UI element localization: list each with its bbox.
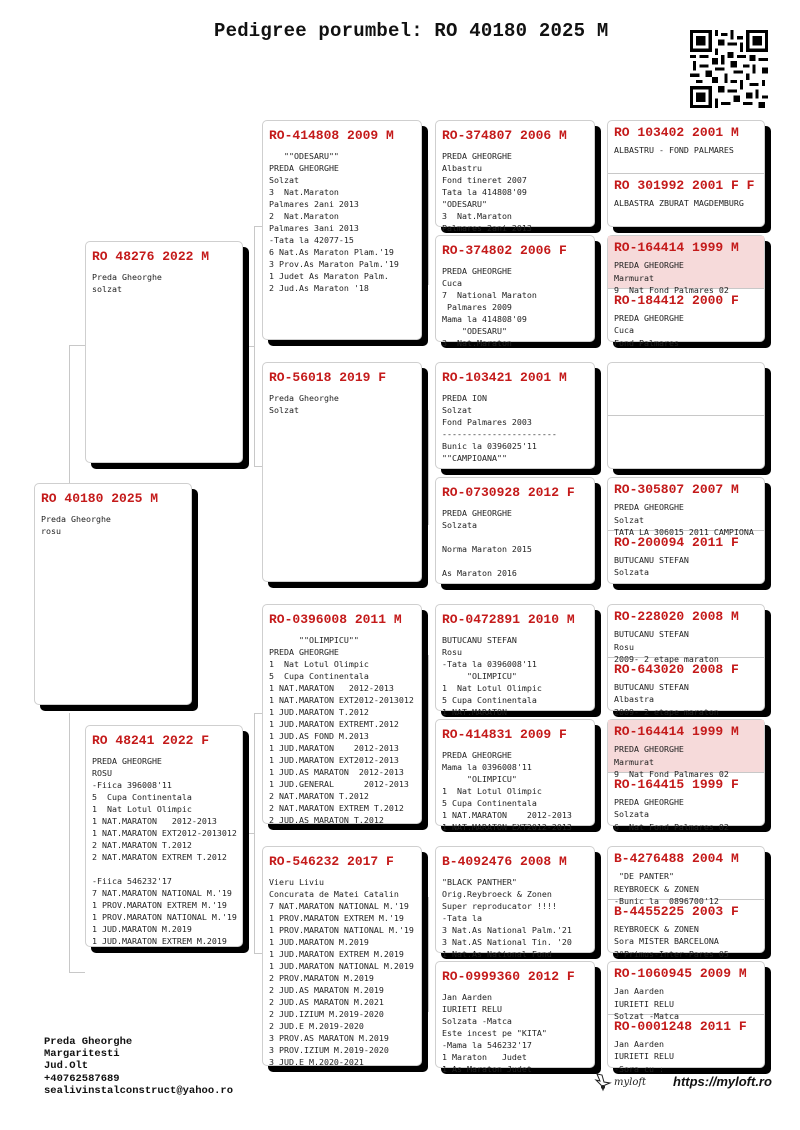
pigeon-card-gen3[interactable] [435, 846, 595, 959]
connector-line [247, 833, 255, 834]
pigeon-pair-gen4 [607, 846, 765, 959]
pigeon-card-gen2[interactable] [262, 362, 422, 582]
pigeon-card-gen4-highlighted[interactable] [608, 236, 764, 295]
pigeon-notes: PREDA GHEORGHE Mama la 0396008'11 "OLIMPICU" 1 Nat Lotul Olimpic 5 Cupa Continentala 1 NAT.MARATON 2012-2013 1 NAT.MARATON EXT2012-2013 [442, 750, 572, 832]
pigeon-card-gen4-highlighted[interactable] [608, 720, 764, 779]
logo-text: myloft [614, 1076, 647, 1088]
connector-line [69, 713, 70, 973]
pigeon-pair-gen4 [607, 719, 765, 832]
ring-number: RO 301992 2001 F F [614, 177, 755, 193]
connector-line [600, 867, 601, 927]
pigeon-notes: BUTUCANU STEFAN Rosu -Tata la 0396008'11 "OLIMPICU" 1 Nat Lotul Olimpic 5 Cupa Continentala 1 NAT.MARATON [442, 635, 542, 717]
pigeon-notes: PREDA GHEORGHE ROSU -Fiica 396008'11 5 Cupa Continentala 1 Nat Lotul Olimpic 1 NAT.MARATON 2012-2013 1 NAT.MARATON EXT2012-2013012 2 NAT.MARATON T.2012 2 NAT.MARATON EXTREM T.2012 -Fiica 546232'17 7 NAT.MARATON NATIONAL M.'19 1 PROV.MARATON EXTREM M.'19 1 PROV.MARATON NATIONAL M.'19 1 JUD.MARATON M.2019 1 JUD.MARATON EXTREM M.2019 [92, 756, 237, 946]
ring-number: RO-200094 2011 F [614, 534, 739, 550]
connector-line [428, 170, 429, 285]
pigeon-notes: PREDA ION Solzat Fond Palmares 2003 ----------------------- Bunic la 0396025'11 ""CAMPIOANA"" [442, 393, 557, 463]
pigeon-card-gen4[interactable] [608, 605, 764, 664]
pigeon-card-gen4[interactable] [608, 289, 764, 348]
connector-line [428, 655, 429, 770]
pigeon-notes: PREDA GHEORGHE Solzata 6 Nat Fond Palmares 02 [614, 796, 729, 832]
pigeon-notes: BUTUCANU STEFAN Rosu 2009- 2 etape maraton [614, 629, 719, 664]
ring-number: RO-0396008 2011 M [269, 612, 402, 627]
ring-number: RO-164415 1999 F [614, 776, 739, 792]
ring-number: RO-0001248 2011 F [614, 1018, 747, 1034]
pigeon-card-gen3[interactable] [435, 362, 595, 469]
pigeon-card-gen4[interactable] [608, 962, 764, 1021]
ring-number: B-4276488 2004 M [614, 851, 739, 866]
connector-line [69, 345, 85, 346]
pigeon-notes: Preda Gheorghe solzat [92, 272, 162, 294]
connector-line [254, 713, 262, 714]
ring-number: RO 48276 2022 M [92, 249, 210, 264]
pigeon-notes: Jan Aarden IURIETI RELU Solzata -Matca Este incest pe "KITA" -Mama la 546232'17 1 Maraton Judet 1 As Maraton Judet [442, 992, 547, 1074]
pigeon-pair-gen4 [607, 604, 765, 717]
ring-number: RO-0730928 2012 F [442, 485, 575, 500]
ring-number: RO 48241 2022 F [92, 733, 210, 748]
connector-line [600, 385, 601, 445]
pigeon-notes: Preda Gheorghe Solzat [269, 393, 339, 415]
ring-number: B-4455225 2003 F [614, 903, 739, 919]
pigeon-notes: PREDA GHEORGHE Albastru Fond tineret 2007 Tata la 414808'09 "ODESARU" 3 Nat.Maraton Palmares 2ani 2013 [442, 151, 532, 233]
pigeon-pair-gen4 [607, 477, 765, 584]
pigeon-pair-gen4-empty [607, 362, 765, 469]
ring-number: RO-228020 2008 M [614, 609, 739, 624]
ring-number: B-4092476 2008 M [442, 854, 567, 869]
connector-line [428, 410, 429, 525]
breeder-email[interactable]: sealivinstalconstruct@yahoo.ro [44, 1084, 234, 1097]
ring-number: RO-164414 1999 M [614, 240, 739, 255]
pigeon-pair-gen4 [607, 961, 765, 1074]
pigeon-card-gen3[interactable] [435, 961, 595, 1074]
ring-number: RO-414831 2009 F [442, 727, 567, 742]
pigeon-card-gen3[interactable] [435, 719, 595, 832]
connector-line [600, 265, 601, 323]
page-title: Pedigree porumbel: RO 40180 2025 M [214, 20, 609, 42]
pigeon-card-gen2[interactable] [262, 846, 422, 1066]
ring-number: RO-164414 1999 M [614, 724, 739, 739]
pigeon-card-gen3[interactable] [435, 120, 595, 233]
pigeon-notes: ""OLIMPICU"" PREDA GHEORGHE 1 Nat Lotul Olimpic 5 Cupa Continentala 1 NAT.MARATON 2012-2013 1 NAT.MARATON EXT2012-2013012 1 JUD.MARATON T.2012 1 JUD.MARATON EXTREMT.2012 1 JUD.AS FOND M.2013 1 JUD.MARATON 2012-2013 1 JUD.MARATON EXT2012-2013 1 JUD.AS MARATON 2012-2013 1 JUD.GENERAL 2012-2013 2 NAT.MARATON T.2012 2 NAT.MARATON EXTREM T.2012 2 JUD.AS MARATON T.2012 [269, 635, 414, 825]
pigeon-notes: PREDA GHEORGHE Cuca Fond Palmares [614, 312, 684, 348]
ring-number: RO-0472891 2010 M [442, 612, 575, 627]
pigeon-notes: Jan Aarden IURIETI RELU -Sora cu : [614, 1038, 674, 1074]
pigeon-card-gen4[interactable] [608, 1015, 764, 1074]
breeder-locality: Margaritesti [44, 1048, 120, 1061]
website-link[interactable]: https://myloft.ro [673, 1074, 772, 1089]
pigeon-card-dam[interactable] [85, 725, 243, 947]
ring-number: RO-1060945 2009 M [614, 966, 747, 981]
connector-line [254, 226, 262, 227]
qr-code-icon [690, 30, 768, 108]
connector-line [69, 972, 85, 973]
ring-number: RO 103402 2001 M [614, 125, 739, 140]
ring-number: RO-546232 2017 F [269, 854, 394, 869]
breeder-county: Jud.Olt [44, 1060, 89, 1073]
ring-number: RO-414808 2009 M [269, 128, 394, 143]
pigeon-pair-gen4 [607, 120, 765, 227]
ring-number: RO-56018 2019 F [269, 370, 387, 385]
pigeon-card-gen3[interactable] [435, 477, 595, 584]
ring-number: RO-643020 2008 F [614, 661, 739, 677]
pigeon-card-gen2[interactable] [262, 604, 422, 824]
pigeon-notes: "BLACK PANTHER" Orig.Reybroeck & Zonen Super reproducator !!!! -Tata la 3 Nat.As National Palm.'21 3 Nat.AS National Tin. '20 1 Nat.As National Fond [442, 877, 572, 959]
pigeon-card-gen4[interactable] [608, 121, 764, 174]
connector-line [600, 748, 601, 806]
connector-line [247, 346, 255, 347]
ring-number: RO-374807 2006 M [442, 128, 567, 143]
ring-number: RO-0999360 2012 F [442, 969, 575, 984]
pigeon-card-gen4-empty[interactable] [608, 416, 764, 469]
pigeon-card-sire[interactable] [85, 241, 243, 463]
pigeon-notes: PREDA GHEORGHE Solzat TATA LA 306015 2011 CAMPIONA [614, 502, 754, 537]
pigeon-card-gen4[interactable] [608, 174, 764, 227]
pigeon-card-subject[interactable] [34, 483, 192, 705]
myloft-logo [594, 1072, 646, 1092]
pigeon-card-gen4[interactable] [608, 658, 764, 717]
ring-number: RO-374802 2006 F [442, 243, 567, 258]
pigeon-notes: Preda Gheorghe rosu [41, 514, 111, 536]
pigeon-notes: Jan Aarden IURIETI RELU Solzat -Matca [614, 986, 679, 1021]
pigeon-pair-gen4 [607, 235, 765, 348]
pigeon-notes: ""ODESARU"" PREDA GHEORGHE Solzat 3 Nat.Maraton Palmares 2ani 2013 2 Nat.Maraton Palmares 3ani 2013 -Tata la 42077-15 6 Nat.As Maraton Plam.'19 3 Prov.As Maraton Palm.'19 1 Judet As Maraton Palm. 2 Jud.As Maraton '18 [269, 151, 399, 293]
ring-number: RO-184412 2000 F [614, 292, 739, 308]
breeder-name: Preda Gheorghe [44, 1036, 133, 1048]
connector-line [254, 466, 262, 467]
pigeon-logo-icon [594, 1072, 612, 1092]
pigeon-notes: PREDA GHEORGHE Marmurat 9 Nat Fond Palmares 02 [614, 260, 729, 295]
connector-line [600, 988, 601, 1046]
pigeon-card-gen4[interactable] [608, 531, 764, 584]
pigeon-notes: REYBROECK & ZONEN Sora MISTER BARCELONA 3°Primus-Inter-Pares 05 [614, 923, 729, 959]
pigeon-notes: "DE PANTER" REYBROECK & ZONEN -Bunic la 0896700'12 [614, 871, 719, 906]
pigeon-card-gen3[interactable] [435, 235, 595, 348]
pigeon-card-gen4[interactable] [608, 773, 764, 832]
connector-line [254, 953, 262, 954]
pigeon-notes: BUTUCANU STEFAN Albastra 2009- 2 etape maraton [614, 681, 719, 717]
pigeon-card-gen4[interactable] [608, 900, 764, 959]
connector-line [600, 145, 601, 205]
pigeon-card-gen4[interactable] [608, 847, 764, 906]
breeder-contact [44, 1036, 233, 1097]
connector-line [428, 897, 429, 1012]
pigeon-notes: BUTUCANU STEFAN Solzata [614, 554, 689, 577]
pigeon-card-gen3[interactable] [435, 604, 595, 717]
connector-line [600, 505, 601, 563]
pigeon-card-gen2[interactable] [262, 120, 422, 340]
connector-line [69, 345, 70, 483]
ring-number: RO-305807 2007 M [614, 482, 739, 497]
connector-line [600, 627, 601, 685]
pigeon-notes: PREDA GHEORGHE Solzata Norma Maraton 2015 As Maraton 2016 [442, 508, 532, 578]
pigeon-card-gen4-empty[interactable] [608, 363, 764, 416]
pigeon-notes: Vieru Liviu Concurata de Matei Catalin 7 NAT.MARATON NATIONAL M.'19 1 PROV.MARATON EXTREM M.'19 1 PROV.MARATON NATIONAL M.'19 1 JUD.MARATON M.2019 1 JUD.MARATON EXTREM M.2019 1 JUD.MARATON NATIONAL M.2019 2 PROV.MARATON M.2019 2 JUD.AS MARATON M.2019 2 JUD.AS MARATON M.2021 2 JUD.IZIUM M.2019-2020 2 JUD.E M.2019-2020 3 PROV.AS MARATON M.2019 3 PROV.IZIUM M.2019-2020 3 JUD.E M.2020-2021 [269, 877, 414, 1067]
pigeon-notes: PREDA GHEORGHE Marmurat 9 Nat Fond Palmares 02 [614, 744, 729, 779]
ring-number: RO-103421 2001 M [442, 370, 567, 385]
pigeon-notes: ALBASTRA ZBURAT MAGDEMBURG [614, 197, 744, 208]
pigeon-notes: ALBASTRU - FOND PALMARES [614, 145, 734, 155]
pigeon-notes: PREDA GHEORGHE Cuca 7 National Maraton Palmares 2009 Mama la 414808'09 "ODESARU" 3 Nat.Maraton [442, 266, 537, 348]
breeder-phone: +40762587689 [44, 1072, 120, 1085]
ring-number: RO 40180 2025 M [41, 491, 159, 506]
pigeon-card-gen4[interactable] [608, 478, 764, 537]
